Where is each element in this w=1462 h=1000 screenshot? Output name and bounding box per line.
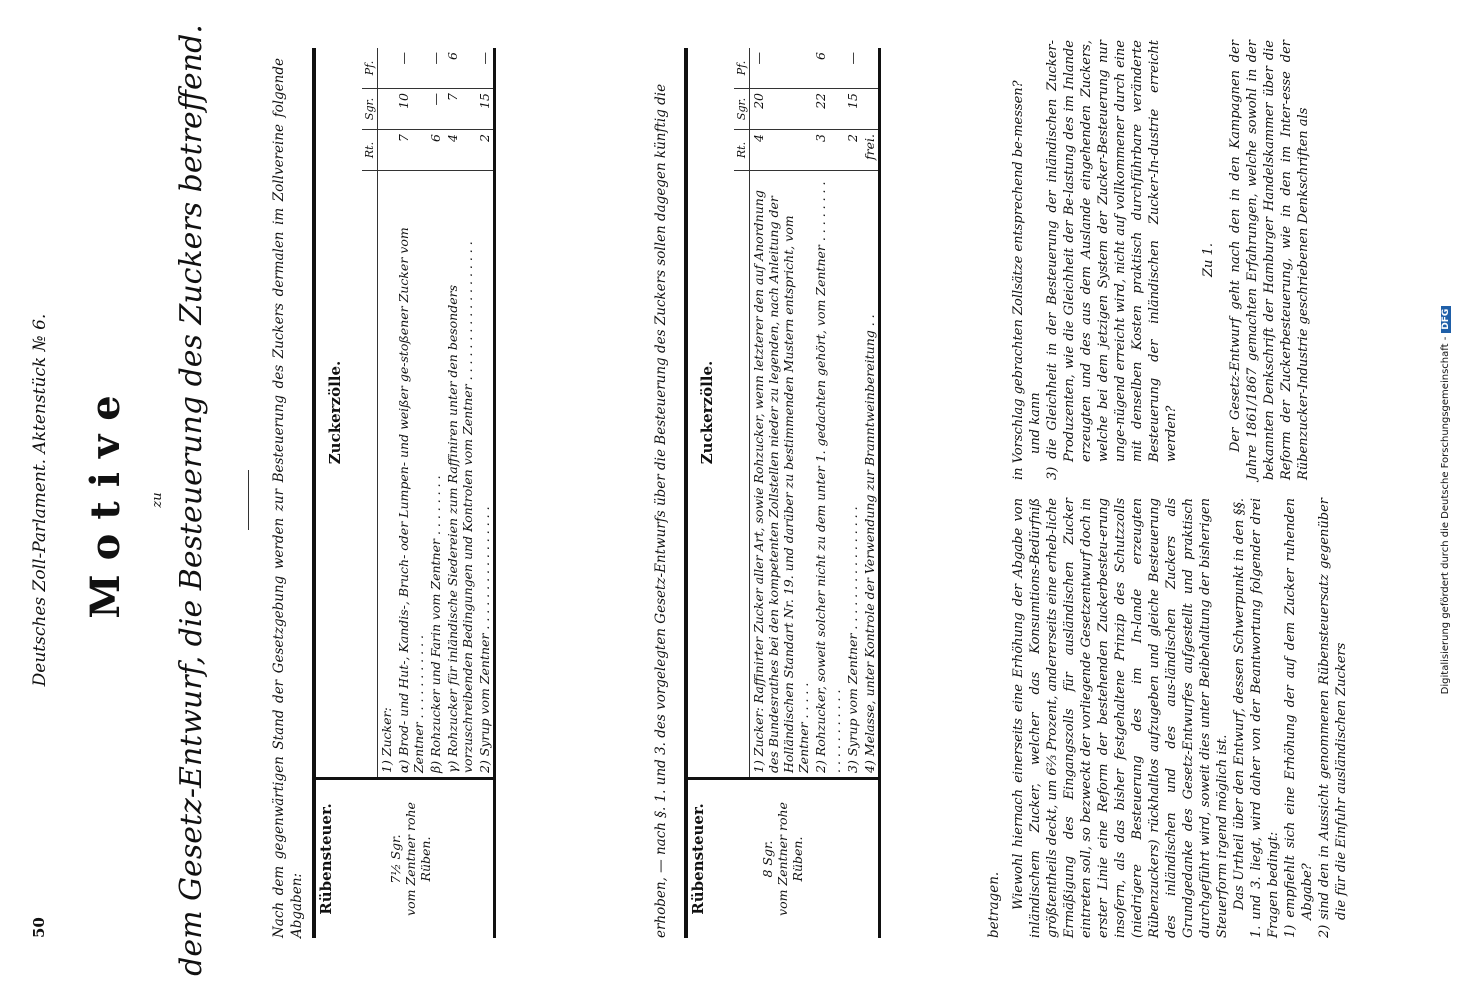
table2-row-sgr: 20 <box>750 89 813 130</box>
middle-paragraph: erhoben, — nach §. 1. und 3. des vorgelegten Gesetz-Entwurfs über die Besteuerung des Zuckers sollen dagegen künftig die <box>653 83 669 938</box>
intro-paragraph: Nach dem gegenwärtigen Stand der Gesetzgebung werden zur Besteuerung des Zuckers dermalen im Zollvereine folgende Abgaben: <box>271 58 305 938</box>
table1-row-pf: — <box>476 48 495 89</box>
table1-row-label: β) Rohzucker und Farin vom Zentner . . . . . . . . <box>428 475 443 773</box>
body-column-left <box>1010 498 1350 938</box>
table1-unit-pf: Pf. <box>362 48 378 89</box>
dfg-logo: DFG <box>1441 306 1451 333</box>
table1-row-label: 2) Syrup vom Zentner . . . . . . . . . . . . . . . . <box>477 506 492 773</box>
table1-row-rt: 6 <box>427 130 444 171</box>
table1-row-sgr: 10 <box>395 89 427 130</box>
right-paragraph-1: in Vorschlag gebrachten Zollsätze entsprechend be-messen? <box>1011 80 1026 480</box>
table1-row-sgr: 15 <box>476 89 495 130</box>
table2-header-ruebensteuer: Rübensteuer. <box>686 779 750 939</box>
body-column-right <box>1010 40 1312 480</box>
betragen-text: betragen. <box>986 871 1002 938</box>
table2-row-rt: 4 <box>750 130 813 171</box>
table1-row-rt: 4 <box>444 130 476 171</box>
left-question-2: 2) sind den in Aussicht genommenen Rübensteuersatz gegenüber die für die Einfuhr ausländischen Zuckers <box>1317 498 1349 938</box>
table2-row-pf: — <box>750 48 813 89</box>
table2-row-rt: 3 <box>812 130 844 171</box>
table1-row-label: γ) Rohzucker für inländische Siedereien zum Raffiniren unter den besonders vorzuschreibenden Bedingungen und Kontrolen vom Zentner . . . . . . . . . . . . . . . . . . <box>445 241 475 773</box>
table1-row-sgr: — <box>427 89 444 130</box>
table1-row-label: α) Brod- und Hut-, Kandis-, Bruch- oder Lumpen- und weißer ge-stoßener Zucker vom Zentner . . . . . . . . . . . <box>396 227 426 773</box>
table2-row-label: 3) Syrup vom Zentner . . . . . . . . . . . . . . . . <box>845 506 860 773</box>
title-divider <box>248 470 249 530</box>
table1-left-text: 7½ Sgr. vom Zentner rohe Rüben. <box>378 779 495 939</box>
left-question-1: 1) empfiehlt sich eine Erhöhung der auf dem Zucker ruhenden Abgabe? <box>1283 498 1315 938</box>
right-und-kann: und kann <box>1028 392 1043 454</box>
table1-unit-sgr: Sgr. <box>362 89 378 130</box>
table1-row-pf: 6 <box>444 48 476 89</box>
table2-row-sgr: 15 <box>844 89 861 130</box>
table2-row-pf: 6 <box>812 48 844 89</box>
table2-row-pf <box>861 48 880 89</box>
table1-row-rt: 7 <box>395 130 427 171</box>
running-header: Deutsches Zoll-Parlament. Aktenstück № 6. <box>30 313 50 687</box>
table2-left-text: 8 Sgr. vom Zentner rohe Rüben. <box>750 779 880 939</box>
table2-unit-rt: Rt. <box>734 130 750 171</box>
table2-row-rt: 2 <box>844 130 861 171</box>
table2-row-label: 1) Zucker: Raffinirter Zucker aller Art, sowie Rohzucker, wenn letzterer den auf Anordnung des Bundesrathes bei den kompetenten Zollstellen nieder zu legenden, nach Anleitung der Holländischen Standart Nr. 19. und darüber zu bestimmenden Mustern entspricht, vom Zentner . . . . . <box>751 190 811 773</box>
document-title: Motive <box>82 381 129 619</box>
section-heading-zu-1: Zu 1. <box>1201 243 1216 277</box>
table2-row-sgr: 22 <box>812 89 844 130</box>
table2-unit-pf: Pf. <box>734 48 750 89</box>
digitization-footer <box>1440 0 1451 1000</box>
document-subtitle: dem Gesetz-Entwurf, die Besteuerung des Zuckers betreffend. <box>174 24 209 976</box>
title-zu: zu <box>150 492 165 508</box>
table2-unit-sgr: Sgr. <box>734 89 750 130</box>
table1-header-zuckerzoelle: Zuckerzölle. <box>326 360 344 465</box>
table1-row-label: 1) Zucker: <box>379 707 394 773</box>
table1-unit-rt: Rt. <box>362 130 378 171</box>
left-paragraph-1: Wiewohl hiernach einerseits eine Erhöhung der Abgabe von inländischem Zucker, welcher das Konsumtions-Bedürfniß größtentheils deckt, um 6⅔ Prozent, andererseits eine erheb-liche Ermäßigung des Eingangszolls für ausländischen Zucker eintreten soll, so bezweckt der vorliegende Gesetzentwurf doch in erster Linie eine Reform der bestehenden Zuckerbesteu-erung insofern, als das bisher festgehaltene Prinzip des Schutzzolls (niedrigere Besteuerung des im In-lande erzeugten Rübenzuckers) rückhaltlos aufzugeben und gleiche Besteuerung des inländischen und des aus-ländischen Zuckers als Grundgedanke des Gesetz-Entwurfes aufgestellt und praktisch durchgeführt wird, soweit dies unter Beibehaltung der bisherigen Steuerform irgend möglich ist. <box>1011 498 1230 938</box>
right-paragraph-2: Der Gesetz-Entwurf geht nach den in den Kampagnen der Jahre 1861/1867 gemachten Erfahrungen, welche sowohl in der bekannten Denkschrift der Hamburger Handelskammer über die Reform der Zuckerbesteuerung, wie in den im Inter-esse der Rübenzucker-Industrie geschriebenen Denkschriften als <box>1228 40 1311 480</box>
table1-row-sgr: 7 <box>444 89 476 130</box>
table1-row-pf: — <box>395 48 427 89</box>
tariff-table-proposed <box>684 48 881 938</box>
table2-row-pf: — <box>844 48 861 89</box>
table2-header-zuckerzoelle: Zuckerzölle. <box>698 360 716 465</box>
table1-row-rt: 2 <box>476 130 495 171</box>
table2-row-label: 4) Melasse, unter Kontrole der Verwendung zur Branntweinbereitung . . <box>862 314 877 773</box>
footer-text: Digitalisierung gefördert durch die Deutsche Forschungsgemeinschaft - <box>1440 336 1451 695</box>
table2-row-sgr <box>861 89 880 130</box>
table2-row-label: 2) Rohzucker, soweit solcher nicht zu dem unter 1. gedachten gehört, vom Zentner . . . . . . . . . . . . . . . . . . . <box>813 181 843 773</box>
table2-row-rt: frei. <box>861 130 880 171</box>
right-question-3: 3) die Gleichheit in der Besteuerung der inländischen Zucker-Produzenten, wie die Gleichheit der Be-lastung des im Inlande erzeugten und des aus dem Auslande eingehenden Zuckers, welche bei dem jetzigen System der Zucker-Besteuerung nur unge-nügend erreicht wird, nicht auf vollkommener durch eine mit denselben Kosten praktisch durchführbare veränderte Besteuerung der inländischen Zucker-In-dustrie erreicht werden? <box>1045 40 1179 480</box>
left-paragraph-2: Das Urtheil über den Entwurf, dessen Schwerpunkt in den §§. 1. und 3. liegt, wird daher von der Beantwortung folgender drei Fragen bedingt: <box>1232 498 1281 938</box>
table1-row-pf: — <box>427 48 444 89</box>
table1-header-ruebensteuer: Rübensteuer. <box>314 779 378 939</box>
tariff-table-current <box>312 48 496 938</box>
page-number: 50 <box>30 917 48 938</box>
